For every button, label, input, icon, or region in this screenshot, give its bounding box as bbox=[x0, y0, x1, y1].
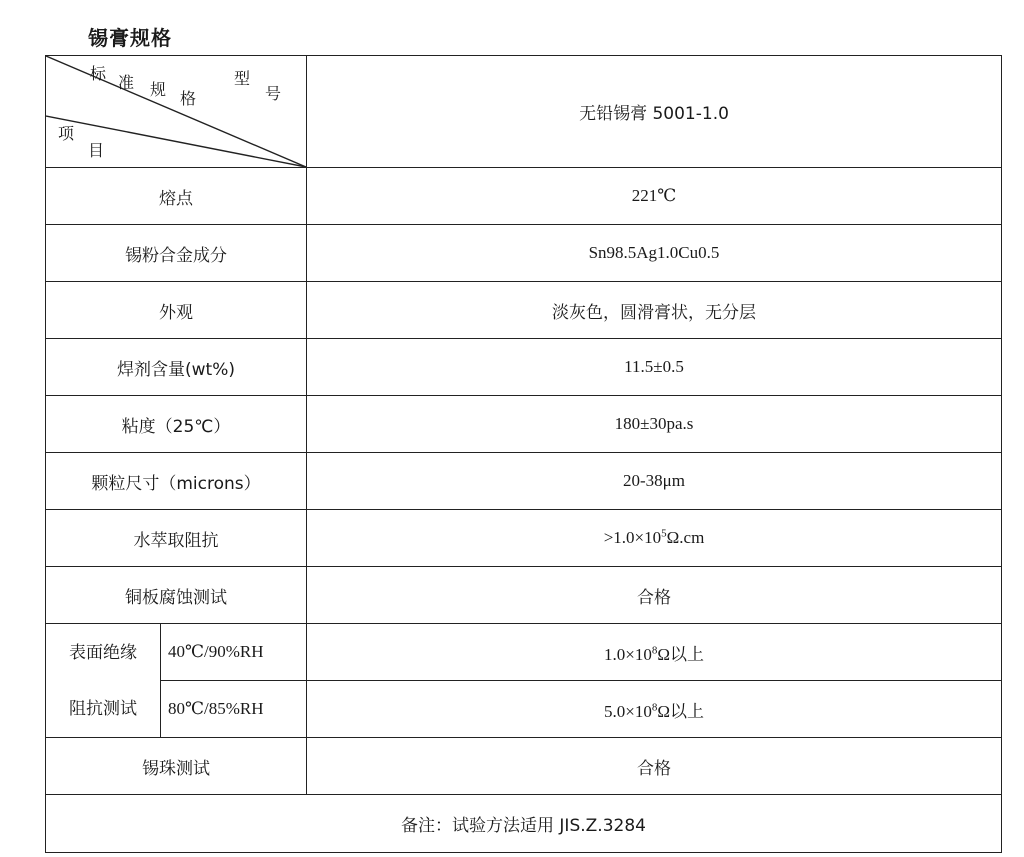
row-value: 20-38μm bbox=[307, 453, 1002, 510]
header-char-gui: 规 bbox=[150, 80, 167, 99]
row-label: 水萃取阻抗 bbox=[46, 510, 307, 567]
table-row bbox=[46, 168, 1002, 225]
insulation-condition: 40℃/90%RH bbox=[161, 624, 307, 681]
row-label: 铜板腐蚀测试 bbox=[46, 567, 307, 624]
insulation-label-line1: 表面绝缘 bbox=[69, 642, 137, 663]
header-char-mu: 目 bbox=[88, 141, 105, 160]
value-text: 5.0×10 bbox=[604, 701, 652, 721]
insulation-value bbox=[307, 624, 1002, 681]
insulation-row-1 bbox=[46, 624, 1002, 681]
table-row bbox=[46, 510, 1002, 567]
row-value: 合格 bbox=[307, 567, 1002, 624]
row-label: 粘度（25℃） bbox=[46, 396, 307, 453]
value-unit: Ω以上 bbox=[657, 701, 704, 721]
value-unit: Ω以上 bbox=[657, 644, 704, 664]
insulation-condition: 80℃/85%RH bbox=[161, 681, 307, 738]
table-row bbox=[46, 282, 1002, 339]
diagonal-lines bbox=[46, 56, 306, 167]
header-char-biao: 标 bbox=[90, 64, 107, 83]
value-exponent: 8 bbox=[651, 700, 658, 713]
value-unit: Ω.cm bbox=[666, 528, 705, 547]
row-value: 221℃ bbox=[307, 168, 1002, 225]
note-text: 备注：试验方法适用 JIS.Z.3284 bbox=[46, 795, 1002, 853]
table-row bbox=[46, 396, 1002, 453]
value-text: >1.0×10 bbox=[603, 528, 662, 547]
header-char-ge: 格 bbox=[180, 89, 197, 108]
row-value: 淡灰色，圆滑膏状，无分层 bbox=[307, 282, 1002, 339]
table-row bbox=[46, 567, 1002, 624]
header-char-zhun: 准 bbox=[118, 73, 135, 92]
row-value bbox=[307, 510, 1002, 567]
page-title: 锡膏规格 bbox=[88, 26, 172, 50]
diagonal-header-cell bbox=[46, 56, 307, 168]
table-row bbox=[46, 738, 1002, 795]
header-char-xing: 型 bbox=[234, 69, 251, 88]
insulation-value bbox=[307, 681, 1002, 738]
header-char-hao: 号 bbox=[265, 84, 282, 103]
model-name: 无铅锡膏 5001-1.0 bbox=[579, 104, 729, 124]
insulation-row-2 bbox=[46, 681, 1002, 738]
row-label: 外观 bbox=[46, 282, 307, 339]
row-value: 11.5±0.5 bbox=[307, 339, 1002, 396]
row-value: 180±30pa.s bbox=[307, 396, 1002, 453]
value-exponent: 8 bbox=[651, 643, 658, 656]
value-exponent: 5 bbox=[661, 527, 667, 540]
table-row bbox=[46, 225, 1002, 282]
insulation-label-line2: 阻抗测试 bbox=[69, 698, 137, 719]
table-row bbox=[46, 339, 1002, 396]
row-label: 锡珠测试 bbox=[46, 738, 307, 795]
header-char-xiang: 项 bbox=[58, 124, 75, 143]
note-row bbox=[46, 795, 1002, 853]
table-header-row bbox=[46, 56, 1002, 168]
row-label: 锡粉合金成分 bbox=[46, 225, 307, 282]
value-text: 1.0×10 bbox=[604, 644, 652, 664]
row-label: 颗粒尺寸（microns） bbox=[46, 453, 307, 510]
spec-table bbox=[45, 55, 1002, 853]
row-label: 熔点 bbox=[46, 168, 307, 225]
table-row bbox=[46, 453, 1002, 510]
model-cell bbox=[307, 56, 1002, 168]
row-label: 焊剂含量(wt%) bbox=[46, 339, 307, 396]
insulation-label bbox=[46, 624, 161, 738]
row-value: Sn98.5Ag1.0Cu0.5 bbox=[307, 225, 1002, 282]
row-value: 合格 bbox=[307, 738, 1002, 795]
